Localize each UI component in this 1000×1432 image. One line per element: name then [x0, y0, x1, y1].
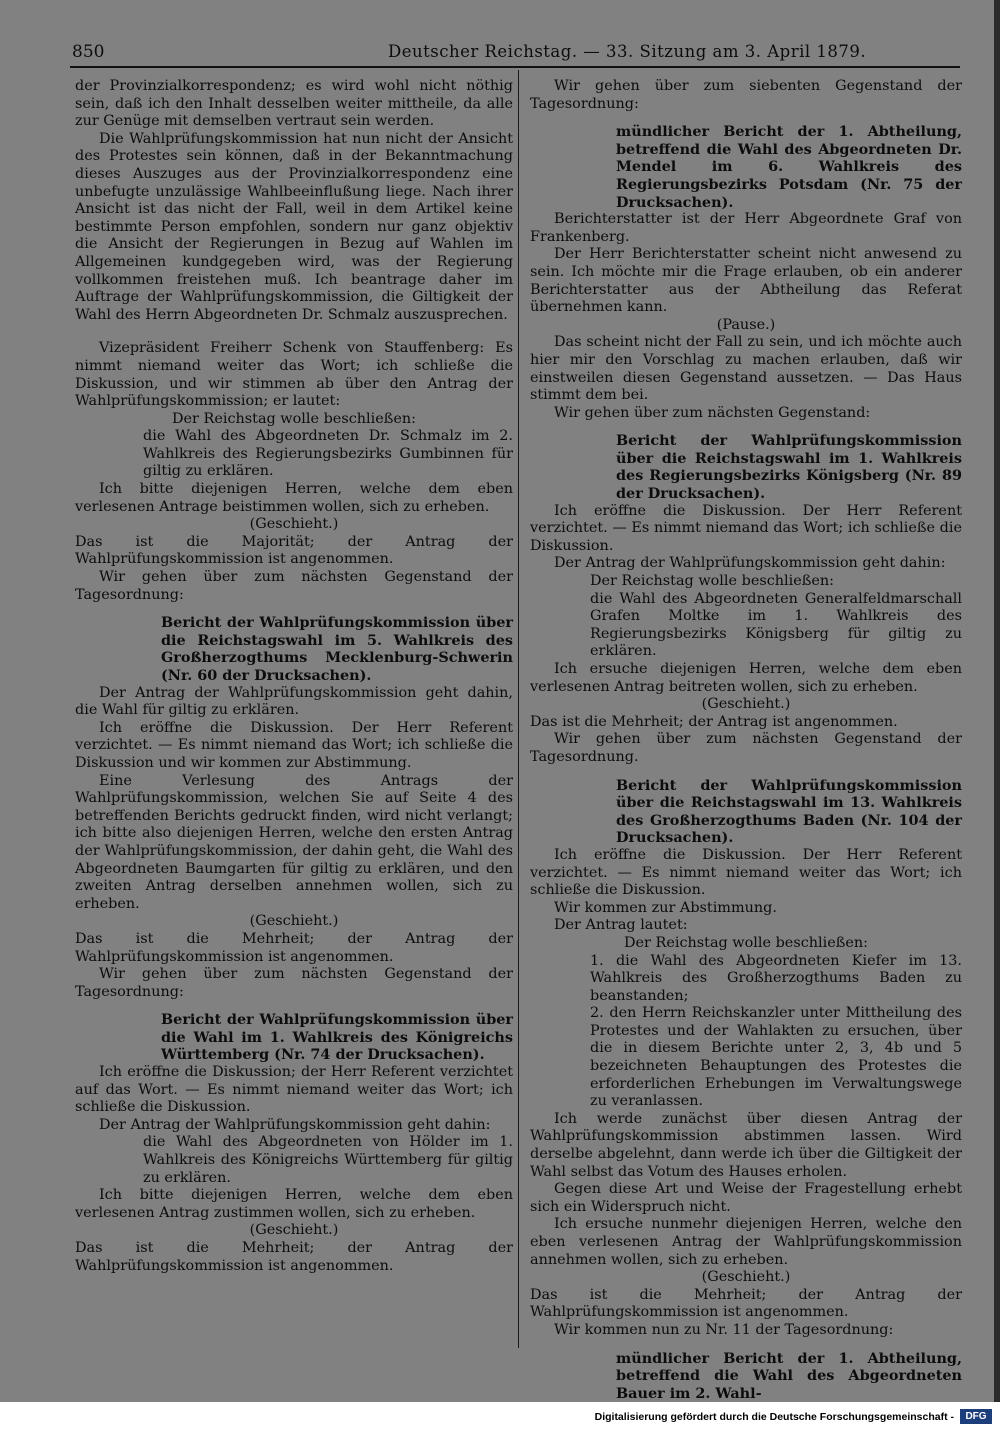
paragraph: Wir gehen über zum nächsten Gegenstand der Tagesordnung: — [75, 569, 513, 603]
paragraph: Ich bitte diejenigen Herren, welche dem eben verlesenen Antrag zustimmen wollen, sich zu erheben. — [75, 1187, 513, 1221]
agenda-item-heading: Bericht der Wahlprüfungskommission über die Reichstagswahl im 1. Wahlkreis des Regierungsbezirks Königsberg (Nr. 89 der Drucksachen). — [616, 432, 962, 503]
paragraph: Vizepräsident Freiherr Schenk von Stauffenberg: Es nimmt niemand weiter das Wort; ich schließe die Diskussion, und wir stimmen ab über den Antrag der Wahlprüfungskommission; er lautet: — [75, 340, 513, 410]
paragraph: Das ist die Mehrheit; der Antrag der Wahlprüfungskommission ist angenommen. — [75, 1240, 513, 1274]
paragraph: Ich eröffne die Diskussion. Der Herr Referent verzichtet. — Es nimmt niemand das Wort; ich schließe die Diskussion. — [530, 502, 962, 554]
running-title: Deutscher Reichstag. — 33. Sitzung am 3. April 1879. — [388, 42, 867, 61]
paragraph: 2. den Herrn Reichskanzler unter Mittheilung des Protestes und der Wahlakten zu ersuchen, über die in diesem Berichte unter 2, 3, 4b und 5 bezeichneten Behauptungen des Protestes die erforderlichen Erhebungen im Verwaltungswege zu veranlassen. — [590, 1005, 962, 1110]
paragraph: Das ist die Majorität; der Antrag der Wahlprüfungskommission ist angenommen. — [75, 533, 513, 568]
footer-bar — [0, 1402, 1000, 1432]
paragraph: Der Antrag der Wahlprüfungskommission geht dahin, die Wahl für giltig zu erklären. — [75, 684, 513, 719]
paragraph: Der Reichstag wolle beschließen: — [623, 934, 868, 951]
agenda-item-heading: mündlicher Bericht der 1. Abtheilung, betreffend die Wahl des Abgeordneten Dr. Mendel im 6. Wahlkreis des Regierungsbezirks Potsdam (Nr. 75 der Drucksachen). — [616, 123, 962, 211]
paragraph: Eine Verlesung des Antrags der Wahlprüfungskommission, welchen Sie auf Seite 4 des betreffenden Berichts gedruckt finden, wird nicht verlangt; ich bitte also diejenigen Herren, welche den ersten Antrag der Wahlprüfungskommission, der dahin geht, die Wahl des Abgeordneten Baumgarten für giltig zu erklären, und den zweiten Antrag derselben annehmen wollen, sich zu erheben. — [75, 772, 513, 912]
page-edge — [994, 0, 1000, 1402]
paragraph: Die Wahlprüfungskommission hat nun nicht der Ansicht des Protestes sein können, daß in der Bekanntmachung dieses Auszuges aus der Provinzialkorrespondenz eine unbefugte unzulässige Wahlbeeinflußung liege. Nach ihrer Ansicht ist das nicht der Fall, weil in dem Artikel keine bestimmte Person empfohlen, sondern nur ganz objektiv die Ansicht der Regierungen in Bezug auf Wahlen im Allgemeinen kundgegeben wird, was der Regierung vollkommen freistehen muß. Ich beantrage daher im Auftrage der Wahlprüfungskommission, die Giltigkeit der Wahl des Herrn Abgeordneten Dr. Schmalz auszusprechen. — [75, 130, 513, 323]
dfg-logo: DFG — [960, 1409, 992, 1424]
paragraph: Wir kommen zur Abstimmung. — [554, 899, 777, 916]
paragraph: Berichterstatter ist der Herr Abgeordnete Graf von Frankenberg. — [530, 211, 962, 245]
agenda-item-heading: Bericht der Wahlprüfungskommission über die Reichstagswahl im 13. Wahlkreis des Großherzogthums Baden (Nr. 104 der Drucksachen). — [616, 776, 962, 847]
paragraph: (Geschieht.) — [249, 1222, 339, 1239]
agenda-item-heading: Bericht der Wahlprüfungskommission über die Reichstagswahl im 5. Wahlkreis des Großherzogthums Mecklenburg-Schwerin (Nr. 60 der Drucksachen). — [161, 614, 513, 684]
paragraph: Das ist die Mehrheit; der Antrag der Wahlprüfungskommission ist angenommen. — [75, 930, 513, 965]
paragraph: (Pause.) — [716, 316, 776, 333]
paragraph: (Geschieht.) — [701, 696, 791, 713]
paragraph: Ich eröffne die Diskussion. Der Herr Referent verzichtet. — Es nimmt niemand das Wort; ich schließe die Diskussion und wir kommen zur Abstimmung. — [75, 719, 513, 771]
paragraph: Der Antrag lautet: — [554, 917, 688, 934]
paragraph: Wir gehen über zum nächsten Gegenstand: — [554, 404, 871, 421]
paragraph: Der Herr Berichterstatter scheint nicht anwesend zu sein. Ich möchte mir die Frage erlauben, ob ein anderer Berichterstatter aus der Abtheilung das Referat übernehmen kann. — [530, 246, 962, 316]
paragraph: 1. die Wahl des Abgeordneten Kiefer im 13. Wahlkreis des Großherzogthums Baden zu beanstanden; — [590, 952, 962, 1004]
paragraph: Der Reichstag wolle beschließen: — [171, 410, 416, 427]
paragraph: die Wahl des Abgeordneten Generalfeldmarschall Grafen Moltke im 1. Wahlkreis des Regierungsbezirks Königsberg für giltig zu erklären. — [590, 590, 962, 660]
paragraph: die Wahl des Abgeordneten Dr. Schmalz im 2. Wahlkreis des Regierungsbezirks Gumbinnen für giltig zu erklären. — [143, 428, 513, 480]
page-header — [70, 38, 960, 68]
paragraph: Ich ersuche diejenigen Herren, welche dem eben verlesenen Antrag beitreten wollen, sich zu erheben. — [530, 661, 962, 695]
paragraph: Der Antrag der Wahlprüfungskommission geht dahin: — [554, 555, 946, 572]
paragraph: Wir gehen über zum nächsten Gegenstand der Tagesordnung. — [530, 731, 962, 765]
paragraph: Ich eröffne die Diskussion; der Herr Referent verzichtet auf das Wort. — Es nimmt niemand weiter das Wort; ich schließe die Diskussion. — [75, 1064, 513, 1116]
paragraph: Ich ersuche nunmehr diejenigen Herren, welche den eben verlesenen Antrag der Wahlprüfungskommission annehmen wollen, sich zu erheben. — [530, 1216, 962, 1268]
paragraph: Das scheint nicht der Fall zu sein, und ich möchte auch hier mir den Vorschlag zu machen erlauben, daß wir einstweilen diesen Gegenstand aussetzen. — Das Haus stimmt dem bei. — [530, 334, 962, 404]
column-divider — [518, 70, 519, 1348]
page-number: 850 — [72, 42, 105, 62]
paragraph: Ich bitte diejenigen Herren, welche dem eben verlesenen Antrage beistimmen wollen, sich zu erheben. — [75, 481, 513, 515]
paragraph: Wir gehen über zum nächsten Gegenstand der Tagesordnung: — [75, 966, 513, 1000]
paragraph: (Geschieht.) — [249, 516, 339, 533]
paragraph: Wir gehen über zum siebenten Gegenstand der Tagesordnung: — [530, 78, 962, 112]
paragraph: Gegen diese Art und Weise der Fragestellung erhebt sich ein Widerspruch nicht. — [530, 1181, 962, 1215]
left-column — [75, 78, 513, 1275]
paragraph: Ich werde zunächst über diesen Antrag der Wahlprüfungskommission abstimmen lassen. Wird derselbe abgelehnt, dann werde ich über die Giltigkeit der Wahl selbst das Votum des Hauses erholen. — [530, 1110, 962, 1180]
dfg-credit-text: Digitalisierung gefördert durch die Deutsche Forschungsgemeinschaft - — [594, 1411, 954, 1423]
paragraph: (Geschieht.) — [249, 913, 339, 930]
paragraph: (Geschieht.) — [701, 1269, 791, 1286]
paragraph: Ich eröffne die Diskussion. Der Herr Referent verzichtet. — Es nimmt niemand weiter das Wort; ich schließe die Diskussion. — [530, 846, 962, 899]
paragraph: Wir kommen nun zu Nr. 11 der Tagesordnung: — [554, 1321, 894, 1338]
paragraph: Das ist die Mehrheit; der Antrag der Wahlprüfungskommission ist angenommen. — [530, 1286, 962, 1321]
right-column — [530, 78, 962, 1402]
paragraph: Das ist die Mehrheit; der Antrag ist angenommen. — [530, 713, 898, 730]
paragraph: der Provinzialkorrespondenz; es wird wohl nicht nöthig sein, daß ich den Inhalt desselben weiter mittheile, da alle zur Genüge mit demselben vertraut sein werden. — [75, 78, 513, 130]
paragraph: die Wahl des Abgeordneten von Hölder im 1. Wahlkreis des Königreichs Württemberg für giltig zu erklären. — [143, 1134, 513, 1186]
paragraph: Der Antrag der Wahlprüfungskommission geht dahin: — [99, 1116, 491, 1133]
agenda-item-heading: Bericht der Wahlprüfungskommission über die Wahl im 1. Wahlkreis des Königreichs Württemberg (Nr. 74 der Drucksachen). — [161, 1011, 513, 1064]
paragraph: Der Reichstag wolle beschließen: — [590, 573, 835, 590]
agenda-item-heading: mündlicher Bericht der 1. Abtheilung, betreffend die Wahl des Abgeordneten Bauer im 2. Wahl- — [616, 1349, 962, 1402]
